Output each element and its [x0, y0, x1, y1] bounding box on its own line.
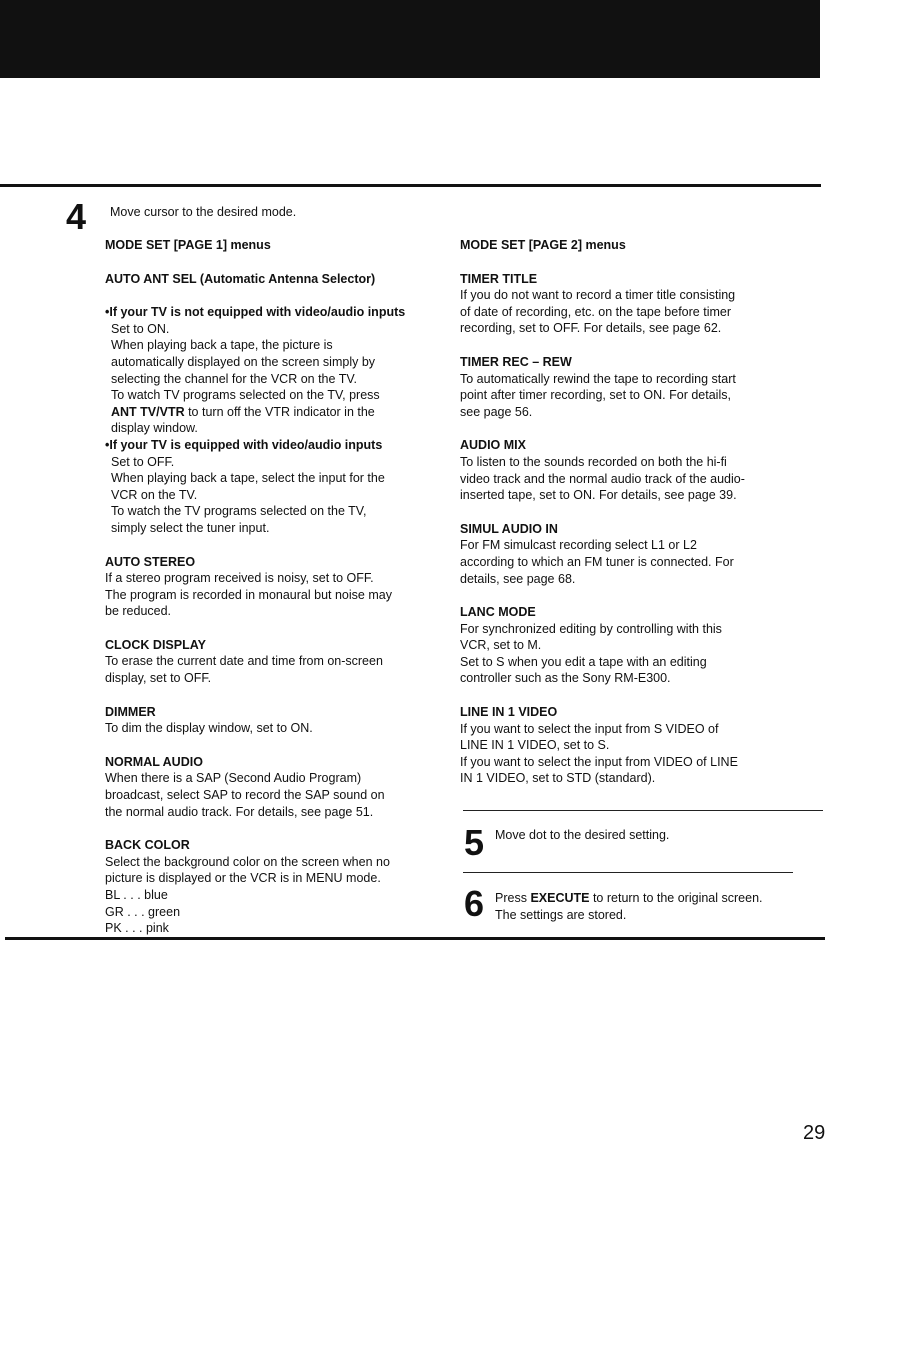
- timer-title-line: recording, set to OFF. For details, see page 62.: [460, 321, 722, 336]
- clock-display-line: To erase the current date and time from on-screen: [105, 654, 383, 669]
- top-rule: [0, 184, 821, 187]
- auto-stereo-title: AUTO STEREO: [105, 554, 196, 569]
- lanc-mode-title: LANC MODE: [460, 605, 536, 620]
- bullet2-line: To watch the TV programs selected on the TV,: [111, 504, 367, 519]
- page2-heading: MODE SET [PAGE 2] menus: [460, 238, 626, 252]
- timer-title-title: TIMER TITLE: [460, 271, 538, 286]
- page1-heading: MODE SET [PAGE 1] menus: [105, 238, 271, 252]
- lanc-mode-line: controller such as the Sony RM-E300.: [460, 671, 671, 686]
- bullet1-line: selecting the channel for the VCR on the TV.: [111, 371, 357, 386]
- line-in-title: LINE IN 1 VIDEO: [460, 705, 558, 720]
- audio-mix-line: To listen to the sounds recorded on both the hi-fi: [460, 454, 727, 469]
- top-black-bar: [0, 0, 820, 78]
- timer-rec-line: point after timer recording, set to ON. For details,: [460, 388, 731, 403]
- simul-audio-line: details, see page 68.: [460, 571, 576, 586]
- auto-stereo-line: If a stereo program received is noisy, set to OFF.: [105, 571, 374, 586]
- normal-audio-line: broadcast, select SAP to record the SAP sound on: [105, 788, 385, 803]
- timer-rec-title: TIMER REC – REW: [460, 354, 572, 369]
- back-color-line: Select the background color on the screen when no: [105, 854, 390, 869]
- auto-stereo-line: The program is recorded in monaural but noise may: [105, 587, 392, 602]
- bullet1-line: To watch TV programs selected on the TV, press: [111, 388, 380, 403]
- dimmer-line: To dim the display window, set to ON.: [105, 721, 313, 736]
- dimmer-title: DIMMER: [105, 704, 156, 719]
- bullet1-line: automatically displayed on the screen simply by: [111, 354, 376, 369]
- step-5-text: Move dot to the desired setting.: [495, 828, 670, 842]
- step-4-intro: Move cursor to the desired mode.: [110, 205, 297, 219]
- normal-audio-line: When there is a SAP (Second Audio Program): [105, 771, 362, 786]
- step-6-pre: Press: [495, 891, 531, 905]
- line-in-line: IN 1 VIDEO, set to STD (standard).: [460, 771, 656, 786]
- step-6-line2: The settings are stored.: [495, 907, 627, 922]
- bullet1-line: display window.: [111, 421, 198, 436]
- simul-audio-title: SIMUL AUDIO IN: [460, 521, 558, 536]
- normal-audio-line: the normal audio track. For details, see page 51.: [105, 804, 374, 819]
- bullet2-line: VCR on the TV.: [111, 487, 198, 502]
- step-5-number: 5: [464, 822, 485, 863]
- audio-mix-line: inserted tape, set to ON. For details, see page 39.: [460, 488, 737, 503]
- back-color-line: GR . . . green: [105, 904, 181, 919]
- lanc-mode-line: For synchronized editing by controlling with this: [460, 621, 722, 636]
- lanc-mode-line: Set to S when you edit a tape with an editing: [460, 654, 707, 669]
- simul-audio-line: according to which an FM tuner is connected. For: [460, 554, 734, 569]
- back-color-line: PK . . . pink: [105, 921, 169, 936]
- timer-title-line: If you do not want to record a timer title consisting: [460, 288, 736, 303]
- step-6-line1: [495, 890, 763, 907]
- lanc-mode-line: VCR, set to M.: [460, 638, 542, 653]
- step-6-text: [495, 890, 763, 923]
- bottom-rule: [5, 937, 825, 940]
- bullet2-line: Set to OFF.: [111, 454, 175, 469]
- auto-ant-title: AUTO ANT SEL (Automatic Antenna Selector): [105, 271, 376, 286]
- bullet2-line: When playing back a tape, select the input for the: [111, 471, 385, 486]
- back-color-line: BL . . . blue: [105, 888, 168, 902]
- step-6-number: 6: [464, 883, 485, 924]
- back-color-title: BACK COLOR: [105, 838, 190, 853]
- step-4-number: 4: [66, 196, 87, 237]
- bullet2-title: •If your TV is equipped with video/audio inputs: [105, 437, 383, 452]
- bullet1-line: When playing back a tape, the picture is: [111, 338, 333, 353]
- bullet1-title: •If your TV is not equipped with video/audio inputs: [105, 305, 406, 320]
- auto-stereo-line: be reduced.: [105, 604, 172, 619]
- line-in-line: If you want to select the input from VIDEO of LINE: [460, 754, 738, 769]
- timer-title-line: of date of recording, etc. on the tape before timer: [460, 304, 731, 319]
- clock-display-line: display, set to OFF.: [105, 671, 212, 686]
- timer-rec-line: see page 56.: [460, 404, 533, 419]
- step-6-post: to return to the original screen.: [589, 891, 763, 905]
- clock-display-title: CLOCK DISPLAY: [105, 637, 206, 652]
- ant-button-label: ANT TV/VTR: [111, 404, 185, 419]
- left-column: [105, 237, 435, 937]
- right-column: [460, 237, 800, 787]
- line-in-line: LINE IN 1 VIDEO, set to S.: [460, 738, 610, 753]
- execute-button-label: EXECUTE: [530, 891, 590, 905]
- bullet2-line: simply select the tuner input.: [111, 520, 270, 535]
- divider-step5: [463, 810, 823, 811]
- divider-step6: [463, 872, 793, 873]
- ant-line: [111, 404, 435, 421]
- audio-mix-title: AUDIO MIX: [460, 438, 526, 453]
- back-color-line: picture is displayed or the VCR is in MENU mode.: [105, 871, 381, 886]
- ant-line-rest: to turn off the VTR indicator in the: [184, 404, 375, 419]
- bullet1-line: Set to ON.: [111, 321, 170, 336]
- timer-rec-line: To automatically rewind the tape to recording start: [460, 371, 736, 386]
- page-number: 29: [803, 1122, 826, 1144]
- line-in-line: If you want to select the input from S VIDEO of: [460, 721, 719, 736]
- normal-audio-title: NORMAL AUDIO: [105, 754, 203, 769]
- simul-audio-line: For FM simulcast recording select L1 or L2: [460, 538, 697, 553]
- audio-mix-line: video track and the normal audio track of the audio-: [460, 471, 745, 486]
